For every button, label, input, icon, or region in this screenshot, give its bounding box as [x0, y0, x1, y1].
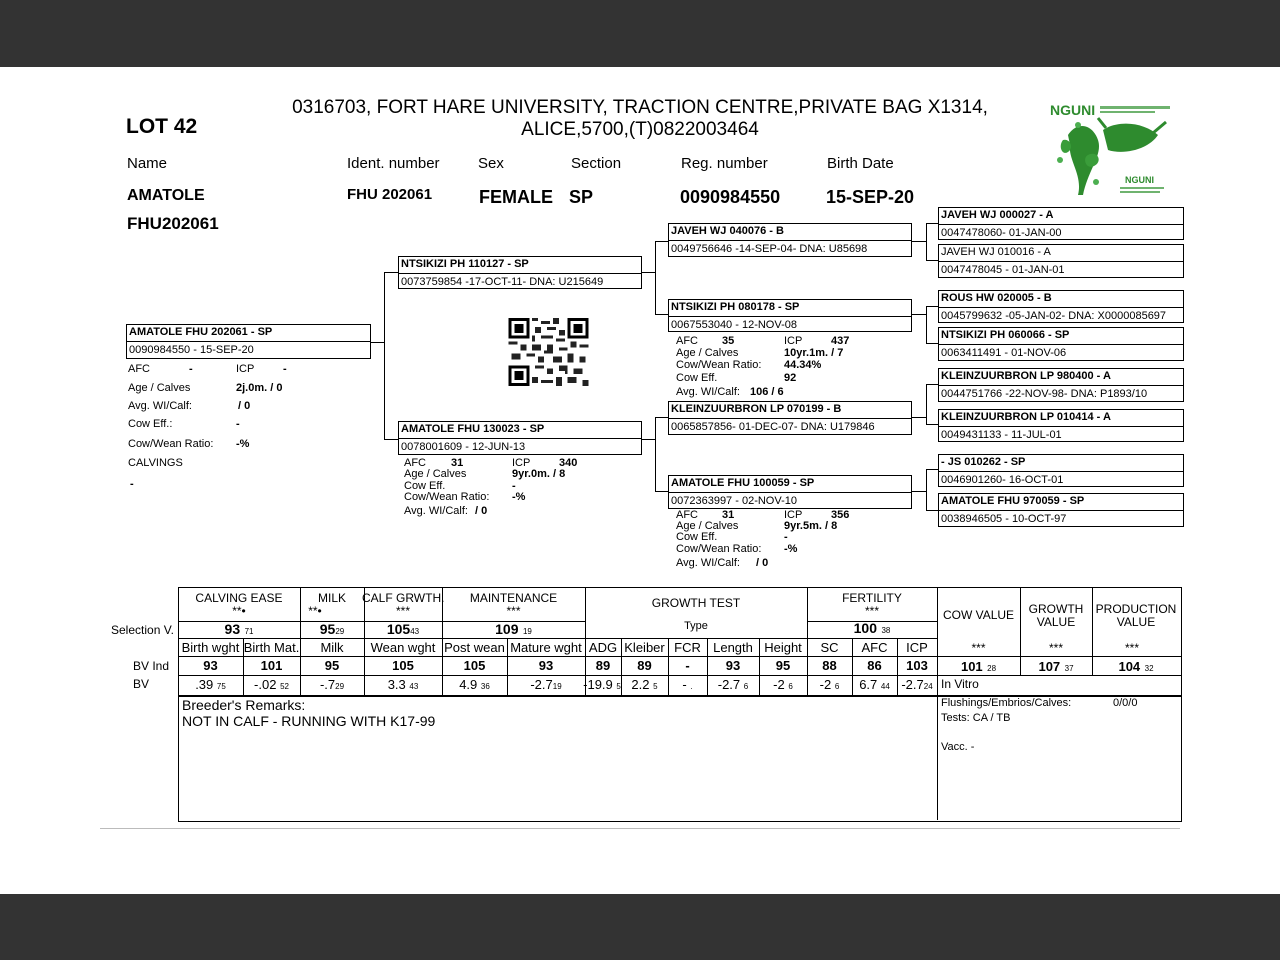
- sel-maint: 109 19: [495, 621, 532, 637]
- subject-wi: / 0: [238, 400, 251, 412]
- col-label: Milk: [320, 640, 344, 655]
- bv-cell: 4.9 36: [459, 677, 490, 692]
- gp2-ratio-label: Cow/Wean Ratio:: [676, 359, 762, 371]
- gp-sub: 0067553040 - 12-NOV-08: [671, 319, 797, 331]
- col-label: AFC: [861, 640, 888, 655]
- bv-cell: -2 6: [819, 677, 840, 692]
- ggp-sub: 0047478060- 01-JAN-00: [941, 227, 1062, 239]
- label-section: Section: [571, 155, 622, 172]
- gp2-icp: 437: [831, 335, 850, 347]
- great-grandparent-box: [938, 327, 1184, 361]
- dam-title: AMATOLE FHU 130023 - SP: [401, 423, 545, 435]
- dam-wi: / 0: [475, 505, 488, 517]
- dam-eff-label: Cow Eff.: [404, 480, 446, 492]
- hdr-calf-growth: CALF GRWTH.: [362, 591, 445, 605]
- animal-name: AMATOLE: [127, 187, 205, 204]
- gp2-ratio: 44.34%: [784, 359, 822, 371]
- tests-text: Tests: CA / TB: [941, 712, 1011, 724]
- ggp-sub: 0049431133 - 11-JUL-01: [941, 429, 1062, 441]
- ggp-title: JAVEH WJ 000027 - A: [941, 209, 1054, 221]
- sire-title: NTSIKIZI PH 110127 - SP: [401, 258, 529, 270]
- great-grandparent-box: [938, 207, 1184, 240]
- gp4-wi-label: Avg. WI/Calf:: [676, 557, 740, 569]
- subject-calvings-label: CALVINGS: [128, 457, 183, 469]
- gp-title: JAVEH WJ 040076 - B: [671, 225, 784, 237]
- dam-sub: 0078001609 - 12-JUN-13: [401, 441, 526, 453]
- gp2-age-label: Age / Calves: [676, 347, 739, 359]
- gp-title: AMATOLE FHU 100059 - SP: [671, 477, 815, 489]
- col-label: Birth Mat.: [243, 640, 300, 655]
- dam-afc-label: AFC: [404, 457, 426, 469]
- dam-ratio-label: Cow/Wean Ratio:: [404, 491, 490, 503]
- label-name: Name: [127, 155, 168, 172]
- stars-milk: **•: [308, 604, 322, 618]
- gp2-afc: 35: [722, 335, 735, 347]
- gp4-wi: / 0: [756, 557, 769, 569]
- grandparent-box: [668, 223, 912, 257]
- bvind-cow-value: 101 28: [960, 659, 997, 674]
- col-label: Wean wght: [370, 640, 436, 655]
- subject-ratio: -%: [236, 438, 250, 450]
- subject-icp: -: [283, 363, 287, 375]
- stars-calving: **•: [232, 604, 246, 618]
- subject-afc: -: [189, 363, 193, 375]
- ggp-title: - JS 010262 - SP: [941, 456, 1026, 468]
- subject-title: AMATOLE FHU 202061 - SP: [129, 326, 273, 338]
- bvind-cell: 86: [867, 658, 882, 673]
- hdr-milk: MILK: [317, 591, 346, 605]
- gp-sub: 0049756646 -14-SEP-04- DNA: U85698: [671, 243, 868, 255]
- col-label: Length: [713, 640, 753, 655]
- col-label: Post wean: [444, 640, 505, 655]
- hdr-production-value: PRODUCTION: [1095, 602, 1177, 616]
- ggp-sub: 0047478045 - 01-JAN-01: [941, 264, 1065, 276]
- great-grandparent-box: [938, 454, 1184, 487]
- dam-icp: 340: [559, 457, 578, 469]
- ggp-sub: 0046901260- 16-OCT-01: [941, 474, 1064, 486]
- grandparent-box: [668, 299, 912, 332]
- stars-maint: ***: [506, 604, 521, 618]
- col-label: ADG: [588, 640, 618, 655]
- stars-prod: ***: [1124, 641, 1139, 655]
- subject-ratio-label: Cow/Wean Ratio:: [128, 438, 214, 450]
- dam-afc: 31: [451, 457, 464, 469]
- col-label: Birth wght: [181, 640, 240, 655]
- gp2-eff: 92: [784, 372, 797, 384]
- dam-box: [398, 421, 642, 455]
- bvind-cell: 93: [725, 658, 741, 673]
- subject-calvings: -: [130, 478, 134, 490]
- gp-title: NTSIKIZI PH 080178 - SP: [671, 301, 800, 313]
- bvind-cell: 88: [822, 658, 837, 673]
- bv-cell: .39 75: [195, 677, 226, 692]
- bvind-cell: -: [685, 658, 690, 673]
- subject-afc-label: AFC: [128, 363, 150, 375]
- hdr-growth-value-2: VALUE: [1036, 615, 1076, 629]
- ggp-sub: 0063411491 - 01-NOV-06: [941, 347, 1067, 359]
- gp4-ratio-label: Cow/Wean Ratio:: [676, 543, 762, 555]
- animal-section: SP: [569, 187, 594, 207]
- bvind-production-value: 104 32: [1118, 659, 1154, 674]
- stars-growth: ***: [1048, 641, 1063, 655]
- gp4-age: 9yr.5m. / 8: [784, 520, 838, 532]
- lot-number: LOT 42: [126, 115, 198, 138]
- ggp-sub: 0045799632 -05-JAN-02- DNA: X0000085697: [941, 310, 1167, 322]
- gp2-afc-label: AFC: [676, 335, 698, 347]
- ggp-title: AMATOLE FHU 970059 - SP: [941, 495, 1085, 507]
- gp-sub: 0072363997 - 02-NOV-10: [671, 495, 797, 507]
- flushings-label: Flushings/Embrios/Calves:: [941, 697, 1072, 709]
- grandparent-box: [668, 475, 912, 509]
- subject-icp-label: ICP: [236, 363, 255, 375]
- ggp-title: NTSIKIZI PH 060066 - SP: [941, 329, 1070, 341]
- bvind-cell: 89: [637, 658, 652, 673]
- bv-cell: -2 6: [773, 677, 793, 692]
- bvind-cell: 93: [538, 658, 554, 673]
- subject-sub: 0090984550 - 15-SEP-20: [129, 344, 254, 356]
- sel-calf: 10543: [386, 621, 420, 637]
- stars-calf: ***: [395, 604, 410, 618]
- ggp-title: KLEINZUURBRON LP 980400 - A: [941, 370, 1111, 382]
- col-label: ICP: [906, 640, 928, 655]
- bv-cell: - .: [682, 677, 693, 692]
- bv-cell: -.729: [319, 677, 345, 692]
- in-vitro-label: In Vitro: [941, 677, 979, 691]
- sel-calving: 93 71: [224, 621, 254, 637]
- grandparent-box: [668, 401, 912, 435]
- gp4-afc-label: AFC: [676, 509, 698, 521]
- gp-sub: 0065857856- 01-DEC-07- DNA: U179846: [671, 421, 875, 433]
- logo-title: NGUNI: [1050, 102, 1096, 118]
- bv-cell: -.02 52: [254, 677, 289, 692]
- animal-birth: 15-SEP-20: [826, 187, 915, 207]
- label-ident: Ident. number: [347, 155, 440, 172]
- col-label: Mature wght: [510, 640, 582, 655]
- animal-name-2: FHU202061: [127, 214, 219, 233]
- gp2-wi-label: Avg. WI/Calf:: [676, 386, 740, 398]
- ggp-title: JAVEH WJ 010016 - A: [941, 246, 1051, 258]
- bv-cell: 6.7 44: [859, 677, 890, 692]
- vacc-text: Vacc. -: [941, 741, 975, 753]
- gp-title: KLEINZUURBRON LP 070199 - B: [671, 403, 842, 415]
- gp4-ratio: -%: [784, 543, 798, 555]
- bv-cell: 2.2 5: [631, 677, 658, 692]
- ggp-title: ROUS HW 020005 - B: [941, 292, 1052, 304]
- dam-age-label: Age / Calves: [404, 468, 467, 480]
- subject-age: 2j.0m. / 0: [236, 382, 283, 394]
- dam-age: 9yr.0m. / 8: [512, 468, 566, 480]
- bv-cell: -2.7 6: [717, 677, 749, 692]
- qr-code: [508, 318, 589, 386]
- bottom-dark-bar: [0, 894, 1280, 960]
- bottom-divider: [100, 828, 1180, 829]
- ggp-sub: 0038946505 - 10-OCT-97: [941, 513, 1067, 525]
- sire-sub: 0073759854 -17-OCT-11- DNA: U215649: [401, 276, 604, 288]
- gp4-eff: -: [784, 531, 788, 543]
- row-label-bvind: BV Ind: [133, 659, 170, 673]
- dam-icp-label: ICP: [512, 457, 531, 469]
- bvind-cell: 105: [392, 658, 414, 673]
- gp2-wi: 106 / 6: [750, 386, 784, 398]
- logo-badge: NGUNI: [1125, 175, 1154, 185]
- gp2-eff-label: Cow Eff.: [676, 372, 718, 384]
- bvind-cell: 93: [203, 658, 218, 673]
- great-grandparent-box: [938, 290, 1184, 323]
- row-label-selection: Selection V.: [111, 623, 174, 637]
- stars-cow: ***: [971, 641, 986, 655]
- sel-fert: 100 38: [853, 620, 891, 636]
- animal-reg: 0090984550: [680, 187, 781, 207]
- dam-wi-label: Avg. WI/Calf:: [404, 505, 468, 517]
- gp2-icp-label: ICP: [784, 335, 803, 347]
- gp2-age: 10yr.1m. / 7: [784, 347, 844, 359]
- col-label: FCR: [674, 640, 701, 655]
- subject-eff-label: Cow Eff.:: [128, 418, 173, 430]
- hdr-fertility: FERTILITY: [842, 591, 902, 605]
- ggp-sub: 0044751766 -22-NOV-98- DNA: P1893/10: [941, 388, 1148, 400]
- sel-milk: 9529: [319, 621, 345, 637]
- bv-cell: -19.9 5: [583, 677, 621, 692]
- nguni-logo: [1048, 100, 1173, 200]
- great-grandparent-box: [938, 368, 1184, 402]
- remarks-text: NOT IN CALF - RUNNING WITH K17-99: [182, 713, 436, 729]
- dam-ratio: -%: [512, 491, 526, 503]
- remarks-label: Breeder's Remarks:: [182, 697, 306, 713]
- label-birth: Birth Date: [827, 155, 894, 172]
- row-label-bv: BV: [133, 677, 150, 691]
- sire-box: [398, 256, 642, 289]
- owner-line-2: ALICE,5700,(T)0822003464: [521, 119, 759, 140]
- bv-cell: -2.724: [901, 677, 933, 692]
- hdr-type: Type: [684, 620, 708, 632]
- great-grandparent-box: [938, 244, 1184, 278]
- hdr-calving-ease: CALVING EASE: [195, 591, 283, 605]
- gp4-icp-label: ICP: [784, 509, 803, 521]
- bvind-cell: 95: [324, 658, 340, 673]
- bvind-cell: 101: [260, 658, 283, 673]
- subject-wi-label: Avg. WI/Calf:: [128, 400, 192, 412]
- bv-cell: 3.3 43: [387, 677, 419, 692]
- subject-eff: -: [236, 418, 240, 430]
- great-grandparent-box: [938, 493, 1184, 527]
- bvind-growth-value: 107 37: [1038, 659, 1074, 674]
- top-dark-bar: [0, 0, 1280, 67]
- bvind-cell: 89: [595, 658, 611, 673]
- owner-address: [260, 97, 1020, 141]
- gp4-icp: 356: [831, 509, 850, 521]
- dam-eff: -: [512, 480, 516, 492]
- bvind-cell: 95: [775, 658, 791, 673]
- col-label: Height: [764, 640, 802, 655]
- owner-line-1: 0316703, FORT HARE UNIVERSITY, TRACTION CENTRE,PRIVATE BAG X1314,: [292, 97, 988, 118]
- animal-ident: FHU 202061: [347, 186, 433, 203]
- hdr-production-value-2: VALUE: [1116, 615, 1156, 629]
- bvind-cell: 103: [906, 658, 928, 673]
- bv-cell: -2.719: [530, 677, 562, 692]
- gp4-eff-label: Cow Eff.: [676, 531, 718, 543]
- hdr-cow-value: COW VALUE: [942, 608, 1015, 622]
- animal-sex: FEMALE: [479, 187, 553, 207]
- great-grandparent-box: [938, 409, 1184, 442]
- hdr-growth-value: GROWTH: [1028, 602, 1084, 616]
- col-label: Kleiber: [624, 640, 665, 655]
- hdr-growth-test: GROWTH TEST: [651, 596, 741, 610]
- stars-fert: ***: [864, 604, 879, 618]
- label-reg: Reg. number: [681, 155, 768, 172]
- subject-age-label: Age / Calves: [128, 382, 191, 394]
- gp4-age-label: Age / Calves: [676, 520, 739, 532]
- bvind-cell: 105: [463, 658, 486, 673]
- subject-box: [126, 324, 371, 359]
- hdr-maintenance: MAINTENANCE: [469, 591, 558, 605]
- label-sex: Sex: [478, 155, 504, 172]
- col-label: SC: [820, 640, 839, 655]
- flushings-value: 0/0/0: [1113, 697, 1138, 709]
- ggp-title: KLEINZUURBRON LP 010414 - A: [941, 411, 1111, 423]
- gp4-afc: 31: [722, 509, 735, 521]
